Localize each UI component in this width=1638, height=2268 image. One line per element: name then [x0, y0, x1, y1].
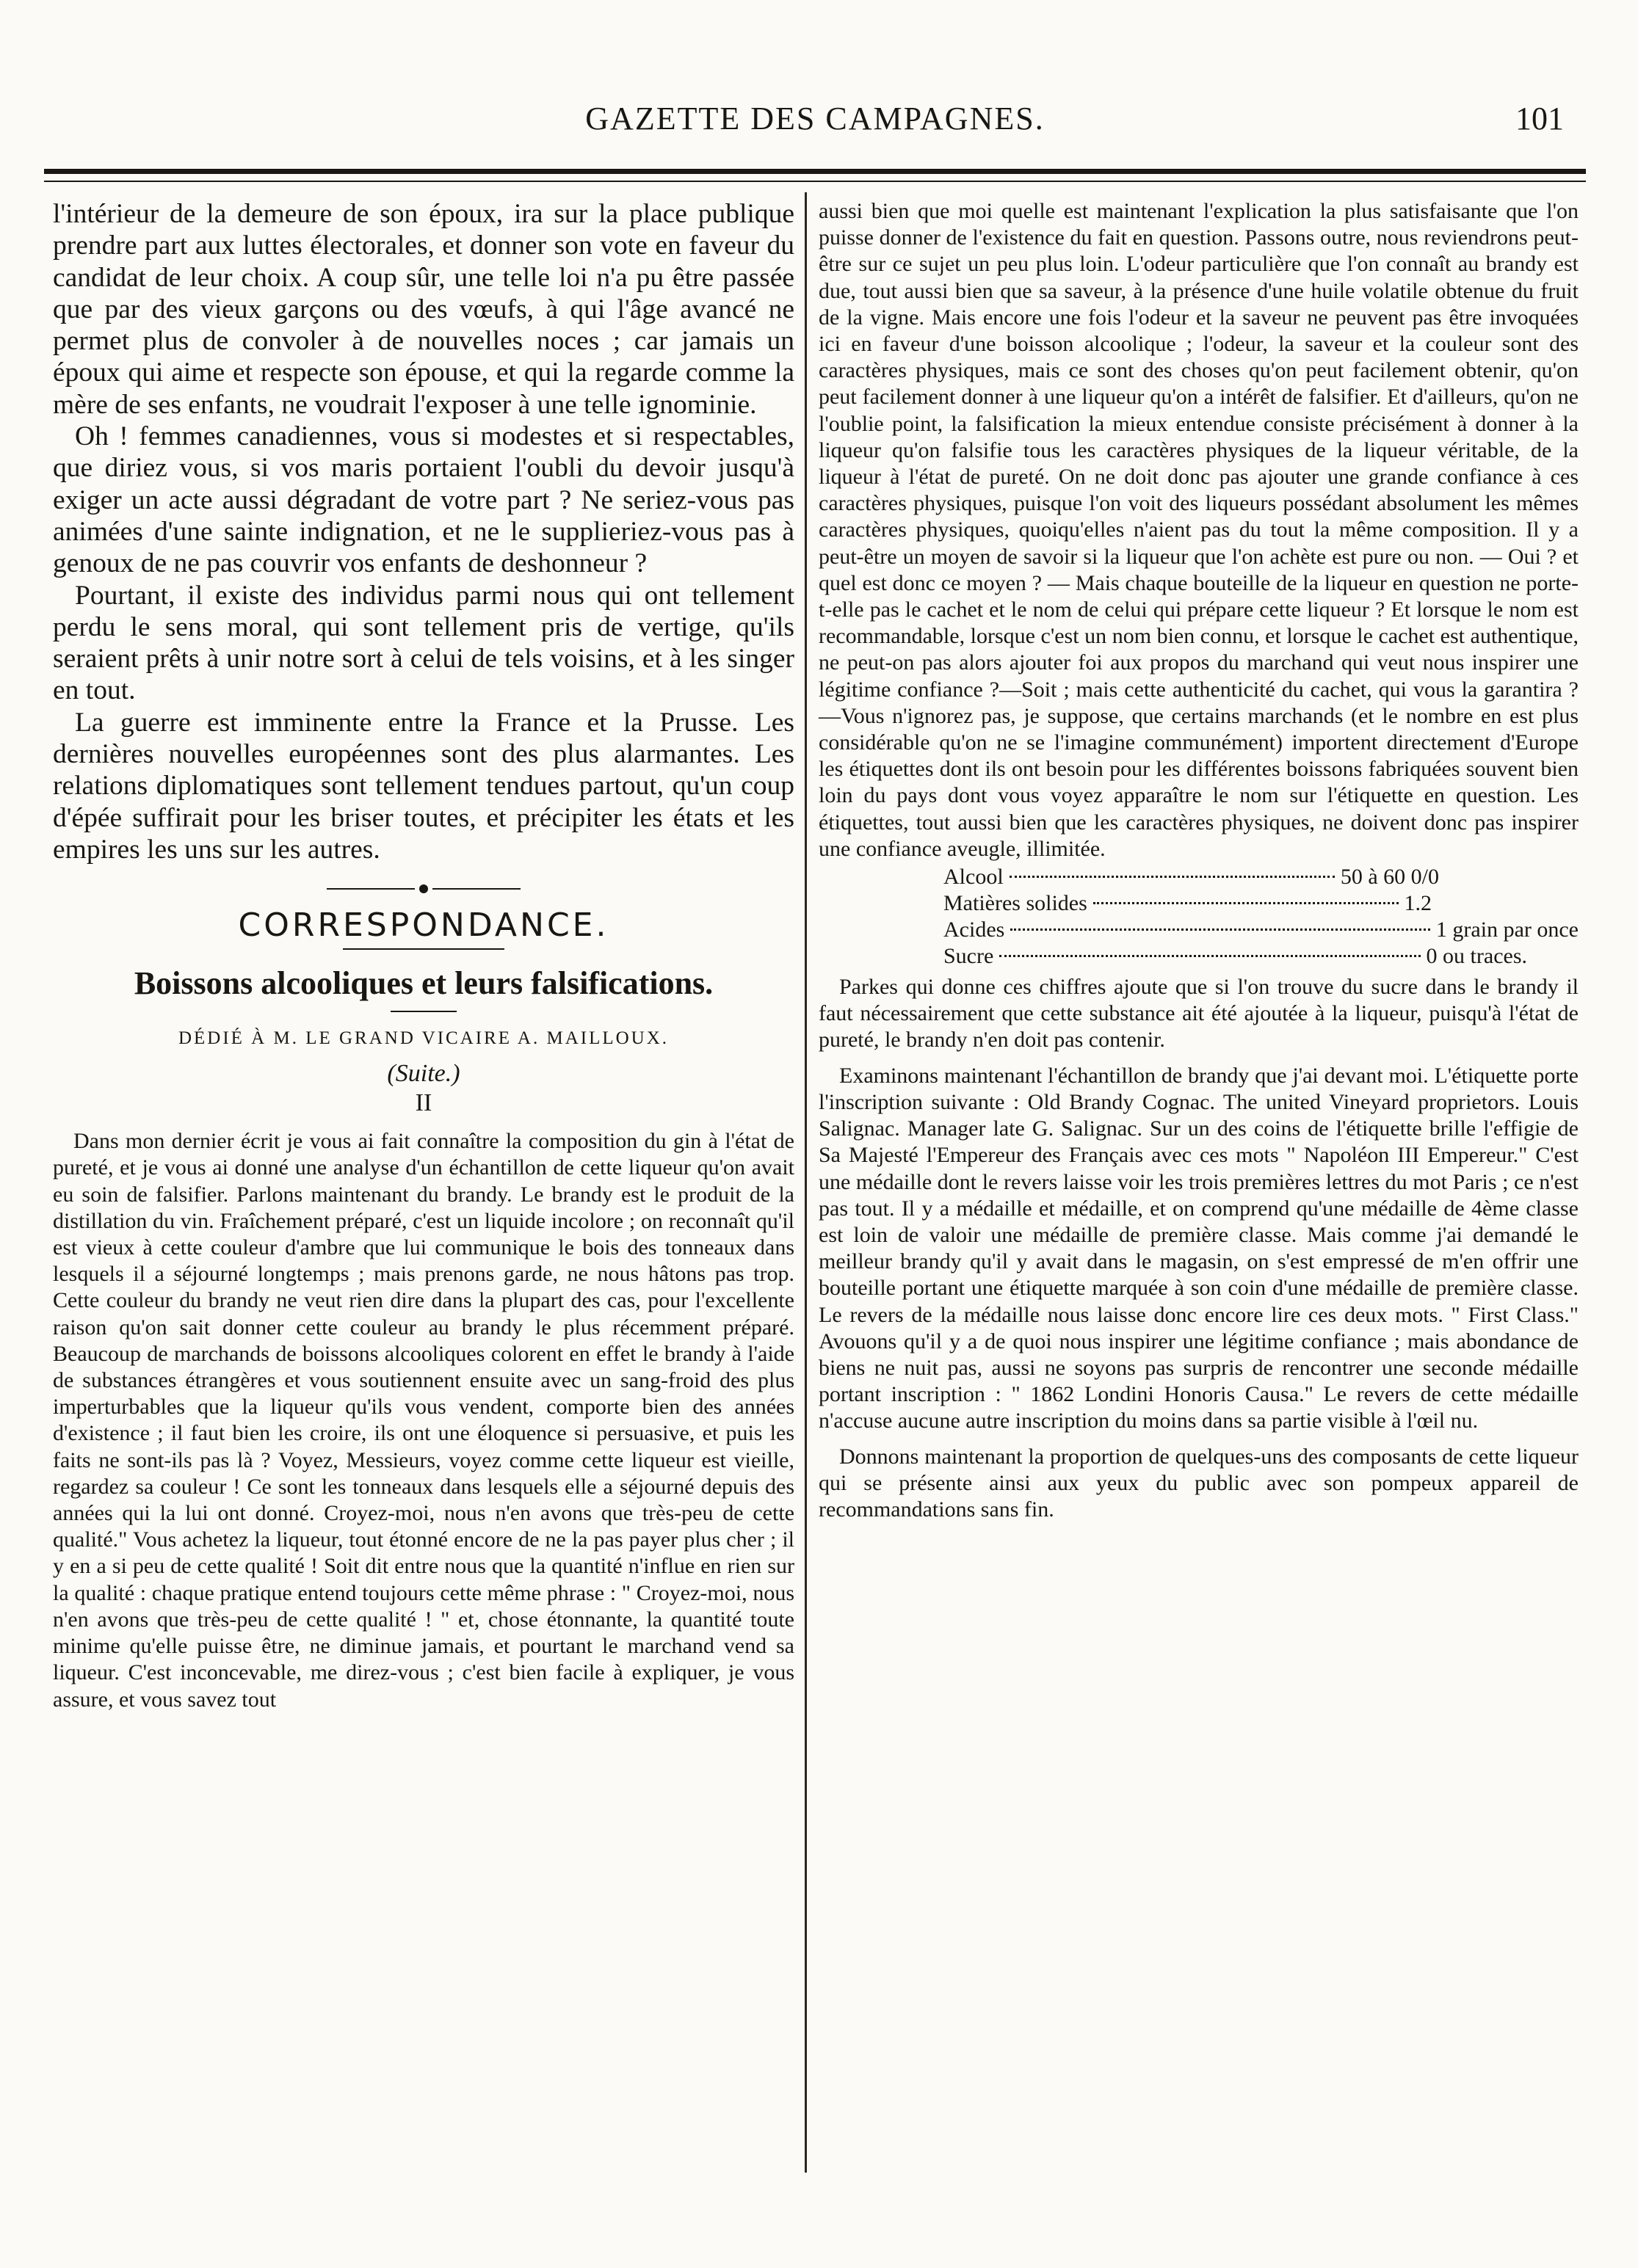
article-paragraph: Donnons maintenant la proportion de quelques-uns des composants de cette liqueur qui se présente ainsi aux yeux du public avec son pompeux appareil de recommandations sans fin.: [819, 1444, 1579, 1522]
dot-leader: [1093, 902, 1399, 904]
component-name: Sucre: [943, 944, 994, 969]
composition-row: [819, 917, 1579, 943]
title-rule: [391, 1011, 457, 1012]
component-name: Matières solides: [943, 891, 1087, 916]
article-paragraph: aussi bien que moi quelle est maintenant l'explication la plus satisfaisante que l'on puisse donner de l'existence du fait en question. Passons outre, nous reviendrons peut-être sur ce sujet un peu plus loin. L'odeur particulière que l'on connaît au brandy est due, tout aussi bien que sa saveur, à la présence d'une huile volatile obtenue du fruit de la vigne. Mais encore une fois l'odeur et la saveur ne peuvent pas être invoquées ici en faveur d'une boisson alcoolique ; l'odeur, la saveur et la couleur sont des caractères physiques, mais ce sont des choses qu'on peut facilement obtenir, qu'on peut facilement donner à une liqueur qu'on a intérêt de falsifier. Et d'ailleurs, qu'on ne l'oublie point, la falsification la mieux entendue consiste précisément à donner à la liqueur qu'on falsifie tous les caractères physiques de la liqueur véritable, de la liqueur à l'état de pureté. On ne doit donc pas ajouter une grande confiance à ces caractères physiques, puisque l'on voit des liqueurs possédant absolument les mêmes caractères physiques, quoiqu'elles n'aient pas du tout la même composition. Il y a peut-être un moyen de savoir si la liqueur que l'on achète est pure ou non. — Oui ? et quel est donc ce moyen ? — Mais chaque bouteille de la liqueur en question ne porte-t-elle pas le cachet et le nom de celui qui prépare cette liqueur ? Et lorsque le nom est recommandable, lorsque c'est un nom bien connu, et lorsque le cachet est authentique, ne peut-on pas alors ajouter foi aux propos du marchand qui veut nous inspirer une légitime confiance ?—Soit ; mais cette authenticité du cachet, qui vous la garantira ? —Vous n'ignorez pas, je suppose, que certains marchands (et le nombre en est plus considérable qu'on ne se l'imagine communément) importent directement d'Europe les étiquettes dont ils ont besoin pour les différentes boissons fabriquées souvent bien loin du pays dont vous voyez apparaître le nom sur l'étiquette en question. Les étiquettes, tout aussi bien que les caractères physiques, ne doivent donc pas inspirer une confiance aveugle, illimitée.: [819, 199, 1579, 861]
composition-row: [819, 890, 1579, 917]
column-divider: [805, 192, 807, 2173]
suite-label: (Suite.): [387, 1060, 460, 1088]
section-heading: CORRESPONDANCE.: [238, 906, 609, 945]
paragraph: La guerre est imminente entre la France et la Prusse. Les dernières nouvelles européennes sont des plus alarmantes. Les relations diplomatiques sont tellement tendues partout, qu'un coup d'épée suffirait pour les briser toutes, et précipiter les états et les empires les uns sur les autres.: [53, 707, 794, 865]
component-name: Acides: [943, 917, 1005, 942]
paragraph: Oh ! femmes canadiennes, vous si modestes et si respectables, que diriez vous, si vos maris portaient l'oubli du devoir jusqu'à exiger un acte aussi dégradant de votre part ? Ne seriez-vous pas animées d'une sainte indignation, et ne le supplieriez-vous pas à genoux de ne pas couvrir vos enfants de deshonneur ?: [53, 421, 794, 579]
right-column: [819, 198, 1579, 1523]
component-value: 1.2: [1404, 891, 1432, 916]
component-name: Alcool: [943, 865, 1004, 890]
running-title: GAZETTE DES CAMPAGNES.: [585, 101, 1045, 137]
header-rule-thick: [44, 169, 1586, 174]
part-number: II: [415, 1089, 432, 1117]
paragraph: l'intérieur de la demeure de son époux, ira sur la place publique prendre part aux luttes électorales, et donner son vote en faveur du candidat de leur choix. A coup sûr, une telle loi n'a pu être passée que par des vieux garçons ou des vœufs, à qui l'âge avancé ne permet plus de convoler à de nouvelles noces ; car jamais un époux qui aime et respecte son épouse, et qui la regarde comme la mère de ses enfants, ne voudrait l'exposer à une telle ignominie.: [53, 199, 794, 420]
dedication: DÉDIÉ À M. LE GRAND VICAIRE A. MAILLOUX.: [178, 1028, 670, 1049]
paragraph: Pourtant, il existe des individus parmi nous qui ont tellement perdu le sens moral, qui sont tellement pris de vertige, qu'ils seraient prêts à unir notre sort à celui de tels voisins, et à les singer en tout.: [53, 580, 794, 706]
section-ornament: [53, 882, 794, 896]
component-value: 50 à 60 0/0: [1340, 865, 1439, 890]
heading-rule: [343, 948, 504, 950]
page-number: 101: [1515, 101, 1564, 137]
dot-leader: [1010, 928, 1430, 931]
article-paragraph: Examinons maintenant l'échantillon de brandy que j'ai devant moi. L'étiquette porte l'inscription suivante : Old Brandy Cognac. The united Vineyard proprietors. Louis Salignac. Manager late G. Salignac. Sur un des coins de l'étiquette brille l'effigie de Sa Majesté l'Empereur des Français avec ces mots " Napoléon III Empereur." C'est une médaille dont le revers laisse voir les trois premières lettres du mot Paris ; ce n'est pas tout. Il y a médaille et médaille, et on comprend qu'une médaille de 4ème classe est loin de valoir une médaille de première classe. Mais comme j'ai demandé le meilleur brandy qu'il y avait dans le magasin, on s'est empressé de m'en offrir une bouteille portant une étiquette marquée à son coin d'une médaille de première classe. Le revers de la médaille nous laisse donc encore lire ces deux mots. " First Class." Avouons qu'il y a de quoi nous inspirer une légitime confiance ; mais abondance de biens ne nuit pas, aussi ne soyons pas surpris de rencontrer une seconde médaille portant inscription : " 1862 Londini Honoris Causa." Le revers de cette médaille n'accuse aucune autre inscription du moins dans sa partie visible à l'œil nu.: [819, 1063, 1579, 1433]
component-value: 1 grain par once: [1435, 917, 1579, 942]
page-header: [44, 87, 1586, 145]
component-value: 0 ou traces.: [1426, 944, 1527, 969]
article-title: Boissons alcooliques et leurs falsifications.: [134, 965, 714, 1002]
composition-row: [819, 943, 1579, 970]
article-paragraph: Dans mon dernier écrit je vous ai fait connaître la composition du gin à l'état de pureté, et je vous ai donné une analyse d'un échantillon de cette liqueur qu'on avait eu soin de falsifier. Parlons maintenant du brandy. Le brandy est le produit de la distillation du vin. Fraîchement préparé, c'est un liquide incolore ; on reconnaît qu'il est vieux à cette couleur d'ambre que lui communique le bois des tonneaux dans lesquels il a séjourné longtemps ; mais prenons garde, ne nous hâtons pas trop. Cette couleur du brandy ne veut rien dire dans la plupart des cas, pour l'excellente raison qu'on sait donner cette couleur au brandy le plus récemment préparé. Beaucoup de marchands de boissons alcooliques colorent en effet le brandy à l'aide de substances étrangères et vous soutiennent ensuite avec un sang-froid des plus imperturbables que la liqueur qu'ils vous vendent, comporte bien des années d'existence ; il faut bien les croire, ils ont une éloquence si persuasive, et puis les faits ne sont-ils pas là ? Voyez, Messieurs, voyez comme cette liqueur est vieille, regardez sa couleur ! Ce sont les tonneaux dans lesquels elle a séjourné depuis des années qui la lui ont donné. Croyez-moi, nous n'en avons que très-peu de cette qualité." Vous achetez la liqueur, tout étonné encore de ne la pas payer plus cher ; il y en a si peu de cette qualité ! Soit dit entre nous que la quantité n'influe en rien sur la qualité : chaque pratique entend toujours cette même phrase : " Croyez-moi, nous n'en avons que très-peu de cette qualité ! " et, chose étonnante, la quantité toute minime qu'elle puisse être, ne diminue jamais, et pourtant le marchand vend sa liqueur. C'est inconcevable, me direz-vous ; c'est bien facile à expliquer, je vous assure, et vous savez tout: [53, 1129, 794, 1712]
composition-row: [819, 864, 1579, 890]
composition-table: [819, 864, 1579, 970]
dot-leader: [999, 955, 1420, 957]
header-rule-thin: [44, 181, 1586, 182]
dot-leader: [1010, 876, 1335, 878]
article-paragraph: Parkes qui donne ces chiffres ajoute que si l'on trouve du sucre dans le brandy il faut nécessairement que cette substance ait été ajoutée à la liqueur, puisqu'à l'état de pureté, le brandy n'en doit pas contenir.: [819, 975, 1579, 1053]
left-column: [53, 198, 794, 1713]
